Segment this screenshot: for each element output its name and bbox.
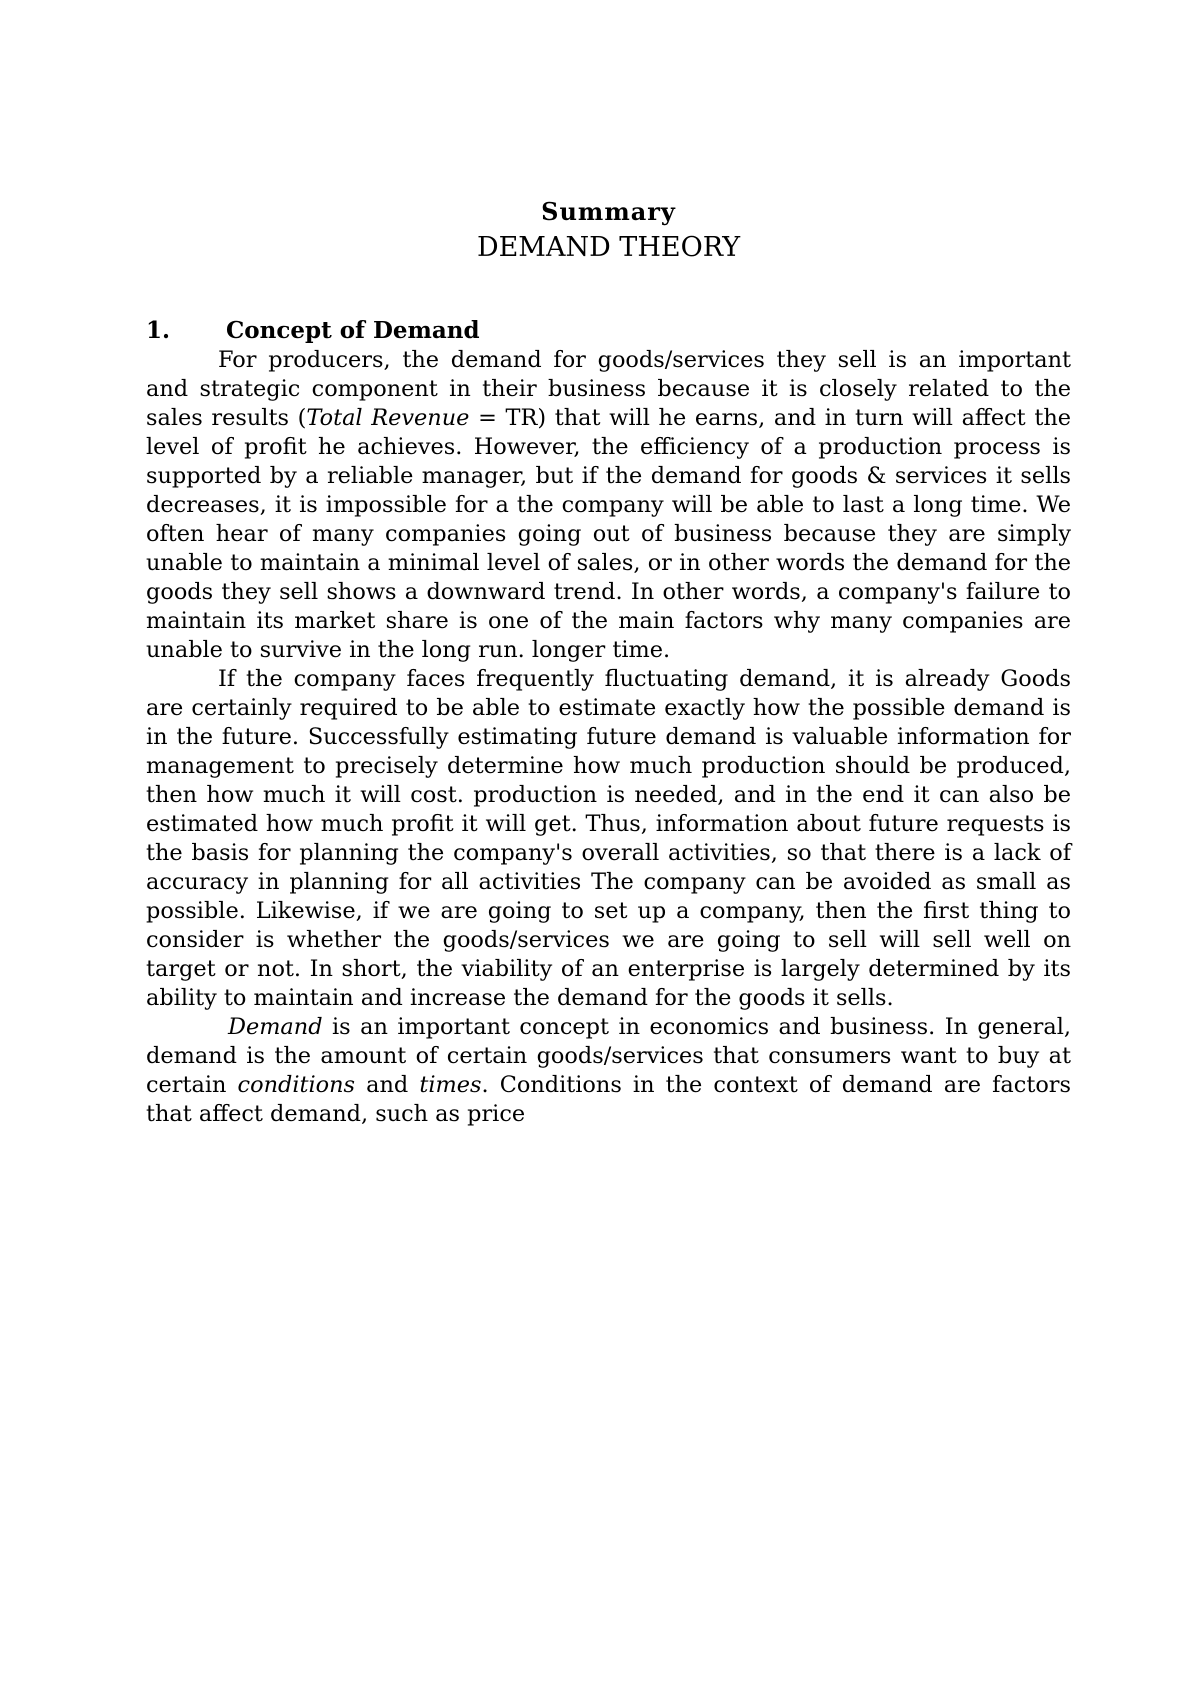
paragraph-3	[146, 1013, 1071, 1129]
paragraph-3-text-c: . Conditions in the context of demand are factors that affect demand, such as price	[146, 1072, 1071, 1127]
paragraph-3-italic-conditions: conditions	[237, 1072, 356, 1098]
paragraph-3-italic-demand: Demand	[228, 1014, 323, 1040]
paragraph-1-text-a: For producers, the demand for goods/services they sell is an important and strategic component in their business because it is closely related to the sales results (	[146, 347, 1071, 431]
paragraph-1	[146, 346, 1071, 665]
document-body	[146, 196, 1071, 1129]
paragraph-2: If the company faces frequently fluctuating demand, it is already Goods are certainly required to be able to estimate exactly how the possible demand is in the future. Successfully estimating future demand is valuable information for management to precisely determine how much production should be produced, then how much it will cost. production is needed, and in the end it can also be estimated how much profit it will get. Thus, information about future requests is the basis for planning the company's overall activities, so that there is a lack of accuracy in planning for all activities The company can be avoided as small as possible. Likewise, if we are going to set up a company, then the first thing to consider is whether the goods/services we are going to sell will sell well on target or not. In short, the viability of an enterprise is largely determined by its ability to maintain and increase the demand for the goods it sells.	[146, 666, 1071, 1011]
paragraph-3-text-a: is an important concept in economics and business. In general, demand is the amount of certain goods/services that consumers want to buy at certain	[146, 1014, 1071, 1098]
paragraph-1-italic-term: Total Revenue	[306, 405, 470, 431]
paragraph-1-text-b: = TR) that will he earns, and in turn will affect the level of profit he achieves. However, the efficiency of a production process is supported by a reliable manager, but if the demand for goods & services it sells decreases, it is impossible for a the company will be able to last a long time. We often hear of many companies going out of business because they are simply unable to maintain a minimal level of sales, or in other words the demand for the goods they sell shows a downward trend. In other words, a company's failure to maintain its market share is one of the main factors why many companies are unable to survive in the long run. longer time.	[146, 405, 1071, 663]
section-number: 1.	[146, 317, 171, 344]
paragraph-3-italic-times: times	[419, 1072, 482, 1098]
document-subtitle: Summary	[541, 197, 676, 226]
section-title: Concept of Demand	[226, 317, 480, 344]
section-heading	[146, 316, 1071, 346]
paragraph-3-text-b: and	[355, 1072, 420, 1098]
document-title: DEMAND THEORY	[476, 232, 741, 263]
